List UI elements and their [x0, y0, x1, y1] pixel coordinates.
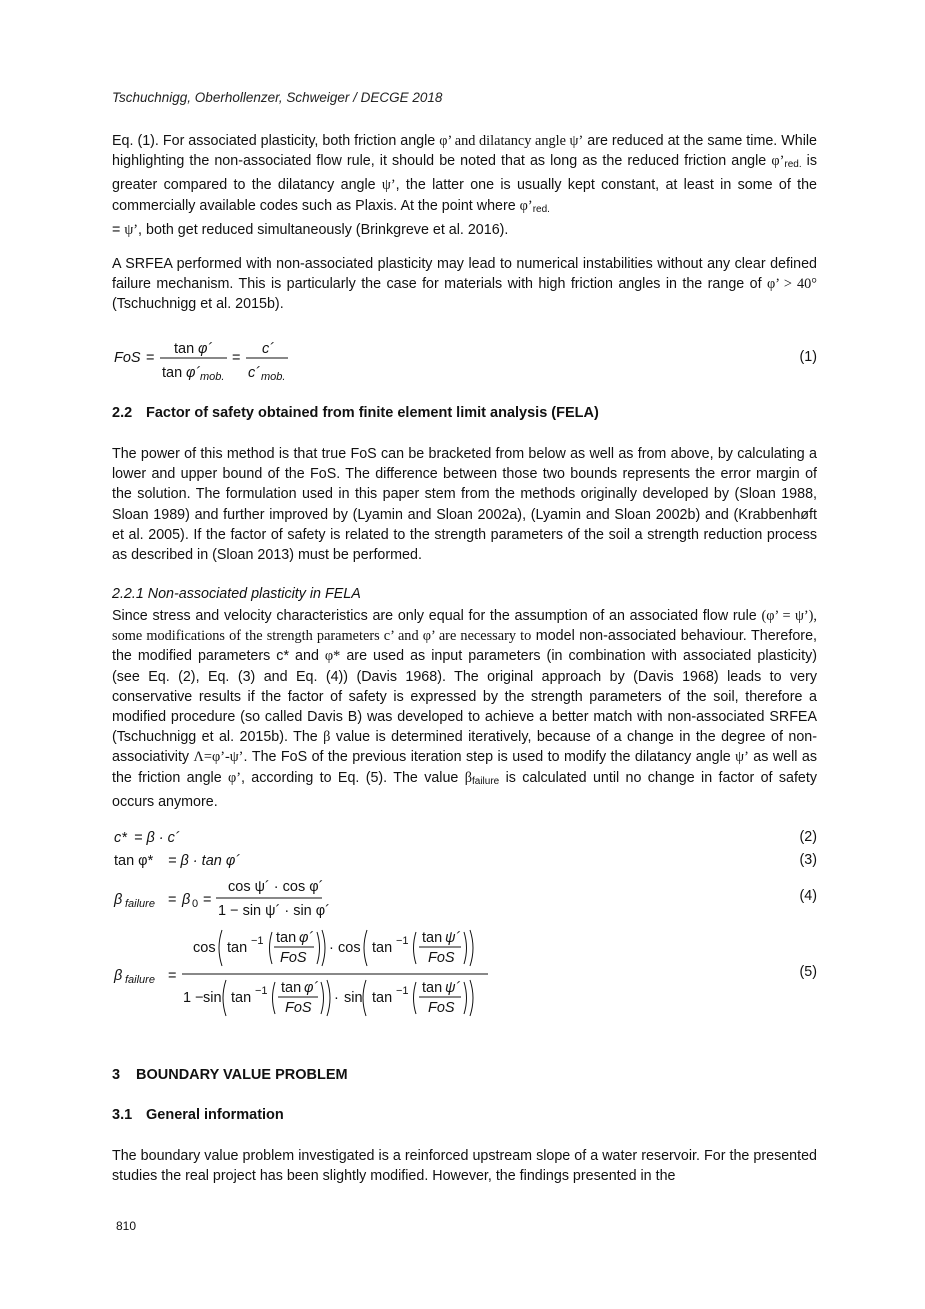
- paragraph-2: A SRFEA performed with non-associated plasticity may lead to numerical instabilities without any clear defined failure mechanism. This is particularly the case for materials with high friction angles in the range of φ’ > 40° (Tschuchnigg et al. 2015b).: [112, 256, 817, 313]
- svg-text:mob.: mob.: [200, 371, 225, 383]
- svg-text:= β · c´: = β · c´: [134, 830, 180, 846]
- svg-text:φ´: φ´: [304, 980, 319, 996]
- svg-text:=: =: [168, 968, 177, 984]
- section-2-2-heading: 2.2 Factor of safety obtained from finite element limit analysis (FELA): [112, 405, 599, 421]
- eq2-number: (2): [799, 829, 817, 845]
- svg-text:φ´: φ´: [299, 930, 314, 946]
- svg-text:β: β: [182, 892, 191, 908]
- eq1-fos: FoS: [114, 350, 141, 366]
- equation-3: [110, 849, 310, 871]
- section-3-1-heading: 3.1 General information: [112, 1107, 284, 1123]
- svg-text:=: =: [168, 892, 177, 908]
- svg-text:=: =: [232, 350, 241, 366]
- page-number: 810: [116, 1219, 137, 1233]
- svg-text:sin: sin: [203, 990, 222, 1006]
- svg-text:cos: cos: [338, 940, 361, 956]
- svg-text:tan: tan: [276, 930, 297, 946]
- paragraph-5: The boundary value problem investigated is a reinforced upstream slope of a water reservoir. For the presented studies the real project has been slightly modified. However, the findings presented in the: [112, 1148, 817, 1185]
- paragraph-3: The power of this method is that true FoS can be bracketed from below as well as from above, by calculating a lower and upper bound of the FoS. The difference between those two bounds represents the error margin of the solution. The formulation used in this paper stem from the methods originally developed by (Sloan 1988, Sloan 1989) and further improved by (Lyamin and Sloan 2002a), (Lyamin and Sloan 2002b) and (Krabbenhøft et al. 2005). If the factor of safety is related to the strength parameters of the soil a strength reduction process as described in (Sloan 2013) must be performed.: [112, 446, 817, 564]
- svg-text:−1: −1: [396, 935, 409, 947]
- svg-text:tan: tan: [372, 940, 393, 956]
- svg-text:c´: c´: [248, 365, 261, 381]
- svg-text:1 −: 1 −: [183, 990, 204, 1006]
- svg-text:tan: tan: [227, 940, 248, 956]
- subsection-2-2-1-heading: 2.2.1 Non-associated plasticity in FELA: [112, 586, 361, 602]
- svg-text:=: =: [203, 892, 212, 908]
- svg-text:tan: tan: [422, 930, 443, 946]
- svg-text:cos ψ´ · cos φ´: cos ψ´ · cos φ´: [228, 879, 324, 895]
- eq3-number: (3): [799, 852, 817, 868]
- svg-text:−1: −1: [396, 985, 409, 997]
- svg-text:0: 0: [192, 898, 199, 910]
- svg-text:= β · tan φ´: = β · tan φ´: [168, 853, 241, 869]
- svg-text:tan: tan: [281, 980, 302, 996]
- svg-text:β: β: [114, 892, 123, 908]
- svg-text:sin: sin: [344, 990, 363, 1006]
- svg-text:FoS: FoS: [280, 950, 307, 966]
- svg-text:FoS: FoS: [428, 950, 455, 966]
- running-header: Tschuchnigg, Oberhollenzer, Schweiger / DECGE 2018: [112, 90, 443, 105]
- svg-text:tan: tan: [162, 365, 183, 381]
- svg-text:=: =: [146, 350, 155, 366]
- svg-text:c´: c´: [262, 341, 275, 357]
- svg-text:·: ·: [334, 990, 339, 1006]
- svg-text:c*: c*: [114, 830, 127, 846]
- equation-5: [110, 924, 510, 1024]
- svg-text:mob.: mob.: [261, 371, 286, 383]
- svg-text:φ´: φ´: [198, 341, 213, 357]
- section-3-heading: 3 BOUNDARY VALUE PROBLEM: [112, 1067, 348, 1083]
- svg-text:cos: cos: [193, 940, 216, 956]
- equation-4: [110, 874, 370, 924]
- svg-text:ψ´: ψ´: [445, 930, 461, 946]
- paragraph-1: Eq. (1). For associated plasticity, both friction angle φ’ and dilatancy angle ψ’ are reduced at the same time. While highlighting the non-associated flow rule, it should be noted that as long as the reduced friction angle φ’red. is greater compared to the dilatancy angle ψ’, the latter one is usually kept constant, at least in some of the commercially available codes such as Plaxis. At the point where φ’red. = ψ’, both get reduced simultaneously (Brinkgreve et al. 2016).: [112, 133, 818, 238]
- svg-text:failure: failure: [125, 898, 155, 910]
- svg-text:−1: −1: [255, 985, 268, 997]
- paragraph-4: Since stress and velocity characteristics are only equal for the assumption of an associated flow rule (φ’ = ψ’), some modifications of the strength parameters c’ and φ’ are necessary to model non-associated behaviour. Therefore, the modified parameters c* and φ* are used as input parameters (in combination with associated plasticity) (see Eq. (2), Eq. (3) and Eq. (4)) (Davis 1968). The original approach by (Davis 1968) leads to very conservative results if the factor of safety is expressed by the strength parameters of the soil, therefore a modified procedure (so called Davis B) was developed to achieve a better match with non-associated SRFEA (Tschuchnigg et al. 2015b). The β value is determined iteratively, because of a change in the degree of non-associativity Λ=φ’-ψ’. The FoS of the previous iteration step is used to modify the dilatancy angle ψ’ as well as the friction angle φ’, according to Eq. (5). The value βfailure is calculated until no change in factor of safety occurs anymore.: [112, 608, 818, 810]
- svg-text:tan: tan: [231, 990, 252, 1006]
- equation-2: [110, 826, 310, 848]
- svg-text:−1: −1: [251, 935, 264, 947]
- svg-text:φ´: φ´: [186, 365, 201, 381]
- svg-text:β: β: [114, 968, 123, 984]
- svg-text:tan: tan: [422, 980, 443, 996]
- svg-text:tan: tan: [372, 990, 393, 1006]
- svg-text:tan: tan: [174, 341, 195, 357]
- eq1-number: (1): [799, 349, 817, 365]
- svg-text:tan φ*: tan φ*: [114, 853, 154, 869]
- eq5-number: (5): [799, 964, 817, 980]
- svg-text:FoS: FoS: [285, 1000, 312, 1016]
- eq4-number: (4): [799, 888, 817, 904]
- svg-text:1 − sin ψ´ · sin φ´: 1 − sin ψ´ · sin φ´: [218, 903, 330, 919]
- svg-text:FoS: FoS: [428, 1000, 455, 1016]
- svg-text:ψ´: ψ´: [445, 980, 461, 996]
- svg-text:·: ·: [329, 940, 334, 956]
- svg-text:failure: failure: [125, 974, 155, 986]
- equation-1: [110, 336, 310, 386]
